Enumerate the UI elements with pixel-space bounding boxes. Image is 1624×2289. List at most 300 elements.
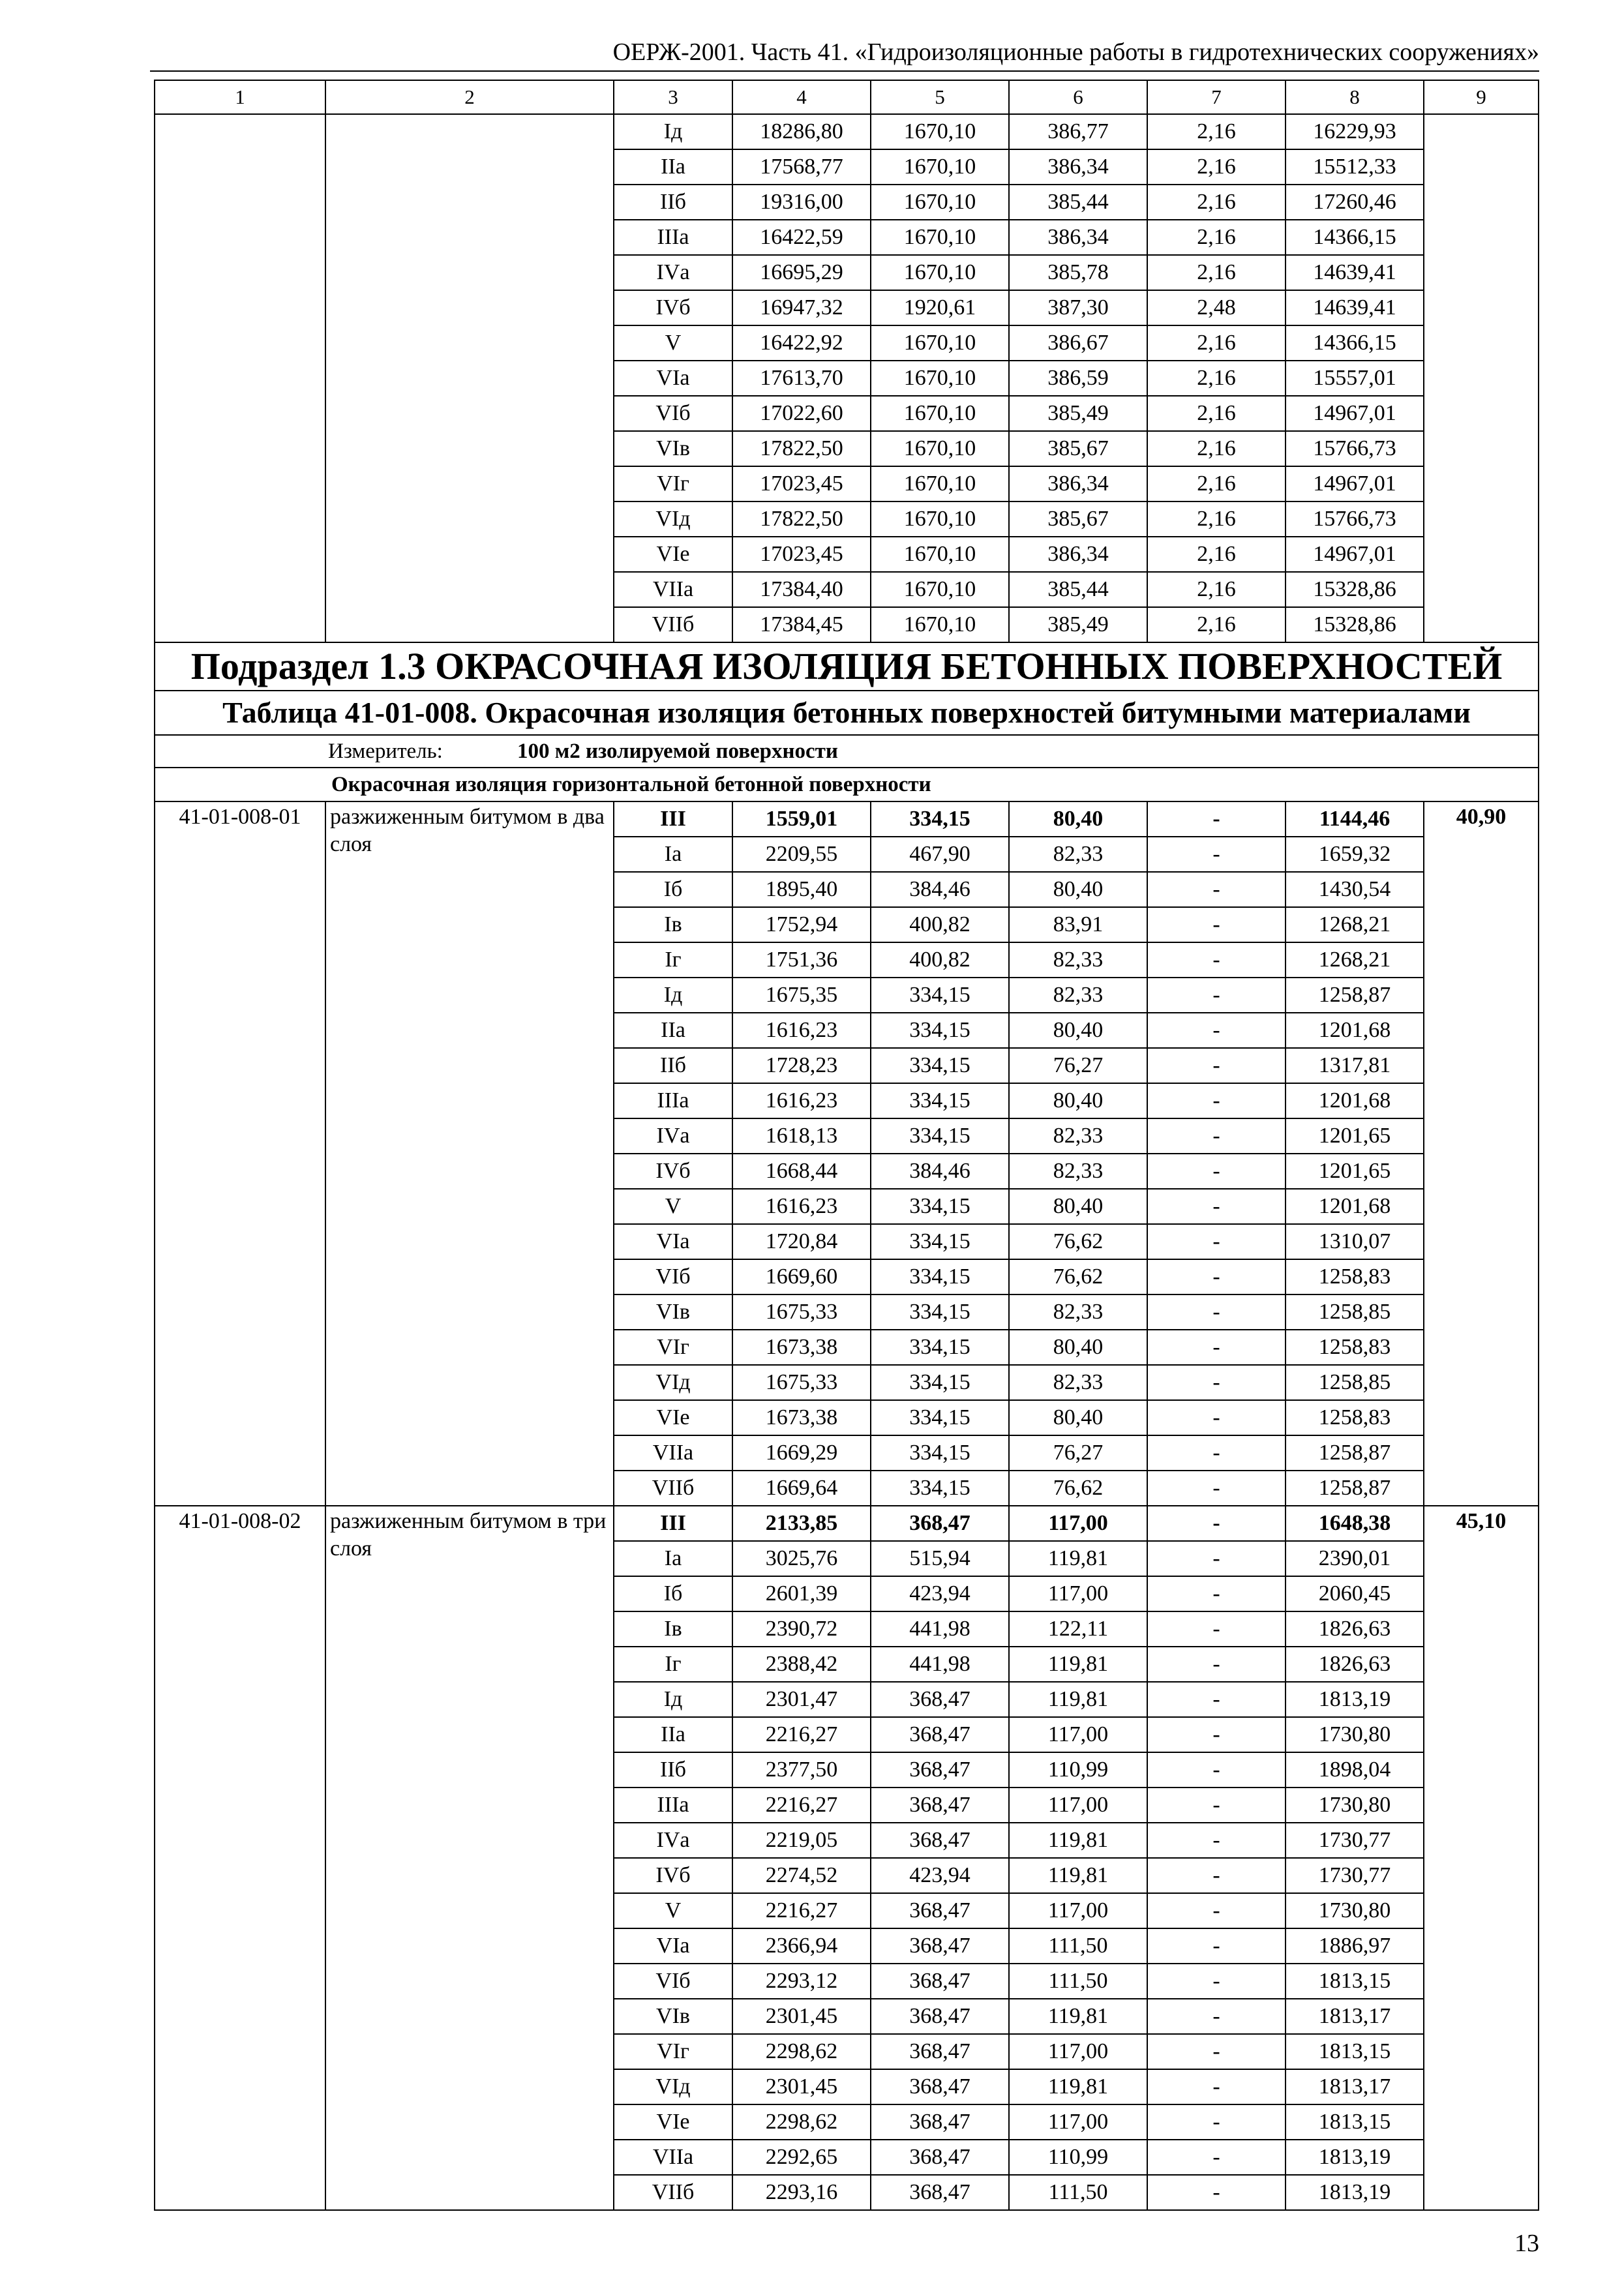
machines-cell: 76,62 xyxy=(1009,1471,1147,1506)
machines-cell: 110,99 xyxy=(1009,1752,1147,1788)
total-cost-cell: 2388,42 xyxy=(732,1647,871,1682)
machines-cell: 387,30 xyxy=(1009,290,1147,325)
region-cell: IIб xyxy=(614,1752,732,1788)
machines-cell: 117,00 xyxy=(1009,2104,1147,2140)
region-cell: VIа xyxy=(614,1224,732,1259)
machines-cell: 80,40 xyxy=(1009,1400,1147,1435)
materials-cell: 1144,46 xyxy=(1286,801,1424,837)
machines-cell: 117,00 xyxy=(1009,1893,1147,1928)
total-cost-cell: 3025,76 xyxy=(732,1541,871,1576)
region-cell: Iа xyxy=(614,1541,732,1576)
region-cell: VIIа xyxy=(614,572,732,607)
name-cell: разжиженным битумом в два слоя xyxy=(325,801,614,1506)
column-number: 4 xyxy=(732,80,871,114)
materials-cell: 1659,32 xyxy=(1286,837,1424,872)
machinist-wages-cell: 2,16 xyxy=(1147,361,1286,396)
region-cell: Iв xyxy=(614,907,732,942)
machinist-wages-cell: - xyxy=(1147,1189,1286,1224)
materials-cell: 1430,54 xyxy=(1286,872,1424,907)
machinist-wages-cell: 2,16 xyxy=(1147,607,1286,642)
region-cell: III xyxy=(614,801,732,837)
wages-cell: 1670,10 xyxy=(871,431,1009,466)
wages-cell: 334,15 xyxy=(871,1118,1009,1154)
machinist-wages-cell: 2,16 xyxy=(1147,466,1286,501)
total-cost-cell: 2219,05 xyxy=(732,1823,871,1858)
machinist-wages-cell: - xyxy=(1147,1224,1286,1259)
wages-cell: 1670,10 xyxy=(871,501,1009,537)
machines-cell: 82,33 xyxy=(1009,1365,1147,1400)
total-cost-cell: 17023,45 xyxy=(732,466,871,501)
materials-cell: 1258,83 xyxy=(1286,1330,1424,1365)
machines-cell: 117,00 xyxy=(1009,1788,1147,1823)
machinist-wages-cell: - xyxy=(1147,2140,1286,2175)
name-cell xyxy=(325,114,614,642)
table-row xyxy=(155,801,1539,837)
region-cell: VIв xyxy=(614,1999,732,2034)
total-cost-cell: 2301,47 xyxy=(732,1682,871,1717)
total-cost-cell: 2216,27 xyxy=(732,1788,871,1823)
wages-cell: 334,15 xyxy=(871,1400,1009,1435)
total-cost-cell: 1616,23 xyxy=(732,1013,871,1048)
machinist-wages-cell: 2,16 xyxy=(1147,325,1286,361)
region-cell: IVа xyxy=(614,1823,732,1858)
machines-cell: 386,34 xyxy=(1009,149,1147,185)
materials-cell: 1317,81 xyxy=(1286,1048,1424,1083)
code-cell xyxy=(155,114,325,642)
region-cell: IVб xyxy=(614,1858,732,1893)
meter-value: 100 м2 изолируемой поверхности xyxy=(517,740,838,763)
machinist-wages-cell: - xyxy=(1147,1471,1286,1506)
wages-cell: 1670,10 xyxy=(871,537,1009,572)
region-cell: IIIа xyxy=(614,220,732,255)
wages-cell: 423,94 xyxy=(871,1576,1009,1611)
materials-cell: 2390,01 xyxy=(1286,1541,1424,1576)
wages-cell: 400,82 xyxy=(871,942,1009,978)
machinist-wages-cell: - xyxy=(1147,907,1286,942)
total-cost-cell: 1669,29 xyxy=(732,1435,871,1471)
header-rule xyxy=(150,70,1539,72)
machines-cell: 76,62 xyxy=(1009,1224,1147,1259)
materials-cell: 1268,21 xyxy=(1286,942,1424,978)
materials-cell: 1268,21 xyxy=(1286,907,1424,942)
region-cell: Iа xyxy=(614,837,732,872)
materials-cell: 15512,33 xyxy=(1286,149,1424,185)
materials-cell: 1201,68 xyxy=(1286,1189,1424,1224)
total-cost-cell: 1668,44 xyxy=(732,1154,871,1189)
materials-cell: 15328,86 xyxy=(1286,607,1424,642)
total-cost-cell: 17384,45 xyxy=(732,607,871,642)
machines-cell: 119,81 xyxy=(1009,1647,1147,1682)
region-cell: Iг xyxy=(614,1647,732,1682)
machines-cell: 76,27 xyxy=(1009,1435,1147,1471)
machines-cell: 385,44 xyxy=(1009,572,1147,607)
materials-cell: 1813,17 xyxy=(1286,2069,1424,2104)
machines-cell: 385,44 xyxy=(1009,185,1147,220)
total-cost-cell: 2301,45 xyxy=(732,1999,871,2034)
column-number: 3 xyxy=(614,80,732,114)
wages-cell: 368,47 xyxy=(871,1893,1009,1928)
materials-cell: 14967,01 xyxy=(1286,466,1424,501)
machinist-wages-cell: 2,48 xyxy=(1147,290,1286,325)
total-cost-cell: 2377,50 xyxy=(732,1752,871,1788)
wages-cell: 368,47 xyxy=(871,2034,1009,2069)
machines-cell: 80,40 xyxy=(1009,1330,1147,1365)
wages-cell: 368,47 xyxy=(871,2175,1009,2210)
wages-cell: 1670,10 xyxy=(871,220,1009,255)
region-cell: IVа xyxy=(614,255,732,290)
region-cell: IVб xyxy=(614,290,732,325)
machines-cell: 119,81 xyxy=(1009,1999,1147,2034)
wages-cell: 334,15 xyxy=(871,1330,1009,1365)
wages-cell: 1670,10 xyxy=(871,114,1009,149)
total-cost-cell: 1618,13 xyxy=(732,1118,871,1154)
machines-cell: 386,34 xyxy=(1009,220,1147,255)
region-cell: VIа xyxy=(614,361,732,396)
region-cell: IVб xyxy=(614,1154,732,1189)
materials-cell: 1310,07 xyxy=(1286,1224,1424,1259)
total-cost-cell: 2293,12 xyxy=(732,1964,871,1999)
materials-cell: 1258,85 xyxy=(1286,1365,1424,1400)
machines-cell: 385,49 xyxy=(1009,607,1147,642)
meter-row xyxy=(155,735,1539,768)
total-cost-cell: 18286,80 xyxy=(732,114,871,149)
total-cost-cell: 16422,92 xyxy=(732,325,871,361)
page-number: 13 xyxy=(1514,2230,1539,2257)
machinist-wages-cell: - xyxy=(1147,1964,1286,1999)
total-cost-cell: 1669,60 xyxy=(732,1259,871,1294)
name-cell: разжиженным битумом в три слоя xyxy=(325,1506,614,2210)
materials-cell: 1258,83 xyxy=(1286,1259,1424,1294)
total-cost-cell: 2298,62 xyxy=(732,2104,871,2140)
region-cell: V xyxy=(614,1189,732,1224)
machinist-wages-cell: - xyxy=(1147,1717,1286,1752)
region-cell: IIа xyxy=(614,149,732,185)
materials-cell: 14639,41 xyxy=(1286,290,1424,325)
table-title-row xyxy=(155,691,1539,735)
group-row xyxy=(155,768,1539,801)
materials-cell: 1813,17 xyxy=(1286,1999,1424,2034)
wages-cell: 368,47 xyxy=(871,1717,1009,1752)
meter-label: Измеритель: xyxy=(328,740,443,763)
subsection-title: Подраздел 1.3 ОКРАСОЧНАЯ ИЗОЛЯЦИЯ БЕТОННЫХ ПОВЕРХНОСТЕЙ xyxy=(155,642,1539,691)
materials-cell: 1201,68 xyxy=(1286,1013,1424,1048)
machinist-wages-cell: - xyxy=(1147,1118,1286,1154)
wages-cell: 334,15 xyxy=(871,1189,1009,1224)
total-cost-cell: 1559,01 xyxy=(732,801,871,837)
machinist-wages-cell: - xyxy=(1147,837,1286,872)
materials-cell: 1258,87 xyxy=(1286,1471,1424,1506)
wages-cell: 1670,10 xyxy=(871,361,1009,396)
region-cell: VIIб xyxy=(614,1471,732,1506)
total-cost-cell: 2298,62 xyxy=(732,2034,871,2069)
machinist-wages-cell: - xyxy=(1147,872,1286,907)
machines-cell: 386,34 xyxy=(1009,537,1147,572)
column-number: 5 xyxy=(871,80,1009,114)
total-cost-cell: 19316,00 xyxy=(732,185,871,220)
wages-cell: 334,15 xyxy=(871,1083,1009,1118)
total-cost-cell: 2601,39 xyxy=(732,1576,871,1611)
machinist-wages-cell: - xyxy=(1147,1506,1286,1541)
machinist-wages-cell: - xyxy=(1147,2104,1286,2140)
total-cost-cell: 1752,94 xyxy=(732,907,871,942)
machinist-wages-cell: - xyxy=(1147,1435,1286,1471)
machines-cell: 385,78 xyxy=(1009,255,1147,290)
total-cost-cell: 1675,33 xyxy=(732,1365,871,1400)
total-cost-cell: 2216,27 xyxy=(732,1717,871,1752)
region-cell: VIб xyxy=(614,1259,732,1294)
region-cell: VIе xyxy=(614,537,732,572)
machinist-wages-cell: - xyxy=(1147,1788,1286,1823)
region-cell: Iг xyxy=(614,942,732,978)
total-cost-cell: 2133,85 xyxy=(732,1506,871,1541)
region-cell: IVа xyxy=(614,1118,732,1154)
labor-cell xyxy=(1424,114,1539,642)
wages-cell: 1670,10 xyxy=(871,255,1009,290)
meter-cell xyxy=(155,735,1539,768)
code-cell: 41-01-008-01 xyxy=(155,801,325,1506)
table-title: Таблица 41-01-008. Окрасочная изоляция бетонных поверхностей битумными материалами xyxy=(155,691,1539,735)
materials-cell: 15766,73 xyxy=(1286,431,1424,466)
wages-cell: 334,15 xyxy=(871,1294,1009,1330)
machinist-wages-cell: 2,16 xyxy=(1147,537,1286,572)
total-cost-cell: 2274,52 xyxy=(732,1858,871,1893)
total-cost-cell: 1728,23 xyxy=(732,1048,871,1083)
wages-cell: 368,47 xyxy=(871,1823,1009,1858)
region-cell: Iв xyxy=(614,1611,732,1647)
materials-cell: 14366,15 xyxy=(1286,220,1424,255)
materials-cell: 1730,80 xyxy=(1286,1717,1424,1752)
machines-cell: 80,40 xyxy=(1009,1013,1147,1048)
region-cell: IIа xyxy=(614,1013,732,1048)
total-cost-cell: 17384,40 xyxy=(732,572,871,607)
region-cell: Iд xyxy=(614,1682,732,1717)
wages-cell: 334,15 xyxy=(871,978,1009,1013)
machinist-wages-cell: - xyxy=(1147,1928,1286,1964)
machinist-wages-cell: - xyxy=(1147,801,1286,837)
machines-cell: 386,34 xyxy=(1009,466,1147,501)
machinist-wages-cell: - xyxy=(1147,1400,1286,1435)
region-cell: IIIа xyxy=(614,1083,732,1118)
materials-cell: 17260,46 xyxy=(1286,185,1424,220)
machinist-wages-cell: 2,16 xyxy=(1147,114,1286,149)
total-cost-cell: 17568,77 xyxy=(732,149,871,185)
wages-cell: 334,15 xyxy=(871,1048,1009,1083)
machines-cell: 80,40 xyxy=(1009,1083,1147,1118)
wages-cell: 368,47 xyxy=(871,1788,1009,1823)
region-cell: VIв xyxy=(614,1294,732,1330)
region-cell: IIб xyxy=(614,185,732,220)
region-cell: VIг xyxy=(614,2034,732,2069)
machinist-wages-cell: - xyxy=(1147,2034,1286,2069)
wages-cell: 334,15 xyxy=(871,1013,1009,1048)
total-cost-cell: 1675,33 xyxy=(732,1294,871,1330)
labor-cell: 40,90 xyxy=(1424,801,1539,1506)
machinist-wages-cell: - xyxy=(1147,1330,1286,1365)
machinist-wages-cell: - xyxy=(1147,978,1286,1013)
wages-cell: 400,82 xyxy=(871,907,1009,942)
machinist-wages-cell: - xyxy=(1147,1752,1286,1788)
materials-cell: 1813,19 xyxy=(1286,2175,1424,2210)
total-cost-cell: 16695,29 xyxy=(732,255,871,290)
machinist-wages-cell: - xyxy=(1147,1083,1286,1118)
region-cell: IIб xyxy=(614,1048,732,1083)
materials-cell: 1648,38 xyxy=(1286,1506,1424,1541)
region-cell: VIе xyxy=(614,1400,732,1435)
total-cost-cell: 17822,50 xyxy=(732,501,871,537)
machinist-wages-cell: - xyxy=(1147,1647,1286,1682)
materials-cell: 1730,80 xyxy=(1286,1893,1424,1928)
region-cell: VIб xyxy=(614,396,732,431)
machinist-wages-cell: - xyxy=(1147,1576,1286,1611)
machines-cell: 76,62 xyxy=(1009,1259,1147,1294)
total-cost-cell: 16422,59 xyxy=(732,220,871,255)
wages-cell: 368,47 xyxy=(871,1682,1009,1717)
region-cell: VIг xyxy=(614,466,732,501)
region-cell: Iд xyxy=(614,114,732,149)
machines-cell: 82,33 xyxy=(1009,942,1147,978)
machinist-wages-cell: 2,16 xyxy=(1147,185,1286,220)
total-cost-cell: 17613,70 xyxy=(732,361,871,396)
materials-cell: 1826,63 xyxy=(1286,1611,1424,1647)
wages-cell: 1670,10 xyxy=(871,572,1009,607)
region-cell: VIIб xyxy=(614,2175,732,2210)
total-cost-cell: 16947,32 xyxy=(732,290,871,325)
total-cost-cell: 2293,16 xyxy=(732,2175,871,2210)
materials-cell: 1886,97 xyxy=(1286,1928,1424,1964)
wages-cell: 368,47 xyxy=(871,2104,1009,2140)
machinist-wages-cell: - xyxy=(1147,1999,1286,2034)
materials-cell: 1730,77 xyxy=(1286,1823,1424,1858)
total-cost-cell: 2390,72 xyxy=(732,1611,871,1647)
total-cost-cell: 17022,60 xyxy=(732,396,871,431)
rates-table xyxy=(154,80,1539,2211)
wages-cell: 368,47 xyxy=(871,2069,1009,2104)
wages-cell: 1670,10 xyxy=(871,149,1009,185)
materials-cell: 1201,68 xyxy=(1286,1083,1424,1118)
materials-cell: 2060,45 xyxy=(1286,1576,1424,1611)
machinist-wages-cell: - xyxy=(1147,1294,1286,1330)
machinist-wages-cell: - xyxy=(1147,1048,1286,1083)
machines-cell: 386,59 xyxy=(1009,361,1147,396)
region-cell: V xyxy=(614,1893,732,1928)
column-number: 9 xyxy=(1424,80,1539,114)
wages-cell: 1670,10 xyxy=(871,466,1009,501)
wages-cell: 1670,10 xyxy=(871,325,1009,361)
total-cost-cell: 2301,45 xyxy=(732,2069,871,2104)
machines-cell: 80,40 xyxy=(1009,1189,1147,1224)
materials-cell: 1813,19 xyxy=(1286,2140,1424,2175)
machines-cell: 80,40 xyxy=(1009,872,1147,907)
total-cost-cell: 1895,40 xyxy=(732,872,871,907)
region-cell: VIIа xyxy=(614,2140,732,2175)
region-cell: VIд xyxy=(614,2069,732,2104)
region-cell: VIIб xyxy=(614,607,732,642)
wages-cell: 334,15 xyxy=(871,1435,1009,1471)
machines-cell: 386,77 xyxy=(1009,114,1147,149)
machinist-wages-cell: 2,16 xyxy=(1147,501,1286,537)
materials-cell: 15766,73 xyxy=(1286,501,1424,537)
machines-cell: 122,11 xyxy=(1009,1611,1147,1647)
column-number: 8 xyxy=(1286,80,1424,114)
materials-cell: 1813,15 xyxy=(1286,1964,1424,1999)
materials-cell: 1201,65 xyxy=(1286,1118,1424,1154)
machinist-wages-cell: 2,16 xyxy=(1147,572,1286,607)
wages-cell: 334,15 xyxy=(871,801,1009,837)
total-cost-cell: 1751,36 xyxy=(732,942,871,978)
machines-cell: 119,81 xyxy=(1009,1682,1147,1717)
total-cost-cell: 1673,38 xyxy=(732,1330,871,1365)
wages-cell: 334,15 xyxy=(871,1365,1009,1400)
materials-cell: 1201,65 xyxy=(1286,1154,1424,1189)
column-number-row xyxy=(155,80,1539,114)
table-row xyxy=(155,1506,1539,1541)
total-cost-cell: 1669,64 xyxy=(732,1471,871,1506)
region-cell: VIIа xyxy=(614,1435,732,1471)
region-cell: V xyxy=(614,325,732,361)
wages-cell: 1670,10 xyxy=(871,185,1009,220)
table-row xyxy=(155,114,1539,149)
machinist-wages-cell: - xyxy=(1147,1682,1286,1717)
region-cell: IIа xyxy=(614,1717,732,1752)
total-cost-cell: 2209,55 xyxy=(732,837,871,872)
wages-cell: 368,47 xyxy=(871,1999,1009,2034)
wages-cell: 515,94 xyxy=(871,1541,1009,1576)
wages-cell: 368,47 xyxy=(871,1928,1009,1964)
machinist-wages-cell: - xyxy=(1147,1365,1286,1400)
machines-cell: 80,40 xyxy=(1009,801,1147,837)
region-cell: VIв xyxy=(614,431,732,466)
machines-cell: 111,50 xyxy=(1009,1928,1147,1964)
running-header: ОЕРЖ-2001. Часть 41. «Гидроизоляционные работы в гидротехнических сооружениях» xyxy=(612,38,1539,66)
region-cell: Iб xyxy=(614,872,732,907)
machines-cell: 82,33 xyxy=(1009,978,1147,1013)
total-cost-cell: 17023,45 xyxy=(732,537,871,572)
materials-cell: 15557,01 xyxy=(1286,361,1424,396)
machines-cell: 111,50 xyxy=(1009,2175,1147,2210)
materials-cell: 1258,83 xyxy=(1286,1400,1424,1435)
materials-cell: 1813,19 xyxy=(1286,1682,1424,1717)
machinist-wages-cell: - xyxy=(1147,1541,1286,1576)
rates-table-body xyxy=(155,80,1539,2210)
machines-cell: 110,99 xyxy=(1009,2140,1147,2175)
wages-cell: 334,15 xyxy=(871,1224,1009,1259)
column-number: 6 xyxy=(1009,80,1147,114)
machinist-wages-cell: - xyxy=(1147,1858,1286,1893)
column-number: 1 xyxy=(155,80,325,114)
wages-cell: 384,46 xyxy=(871,872,1009,907)
materials-cell: 1813,15 xyxy=(1286,2104,1424,2140)
wages-cell: 1670,10 xyxy=(871,396,1009,431)
machinist-wages-cell: - xyxy=(1147,1893,1286,1928)
machinist-wages-cell: - xyxy=(1147,2069,1286,2104)
total-cost-cell: 17822,50 xyxy=(732,431,871,466)
region-cell: VIб xyxy=(614,1964,732,1999)
total-cost-cell: 1616,23 xyxy=(732,1083,871,1118)
machines-cell: 76,27 xyxy=(1009,1048,1147,1083)
machines-cell: 117,00 xyxy=(1009,2034,1147,2069)
materials-cell: 1813,15 xyxy=(1286,2034,1424,2069)
machinist-wages-cell: 2,16 xyxy=(1147,431,1286,466)
region-cell: VIг xyxy=(614,1330,732,1365)
machines-cell: 82,33 xyxy=(1009,1118,1147,1154)
wages-cell: 423,94 xyxy=(871,1858,1009,1893)
materials-cell: 1826,63 xyxy=(1286,1647,1424,1682)
materials-cell: 1730,80 xyxy=(1286,1788,1424,1823)
machines-cell: 119,81 xyxy=(1009,1823,1147,1858)
wages-cell: 1920,61 xyxy=(871,290,1009,325)
wages-cell: 441,98 xyxy=(871,1647,1009,1682)
group-title: Окрасочная изоляция горизонтальной бетонной поверхности xyxy=(155,768,1539,801)
